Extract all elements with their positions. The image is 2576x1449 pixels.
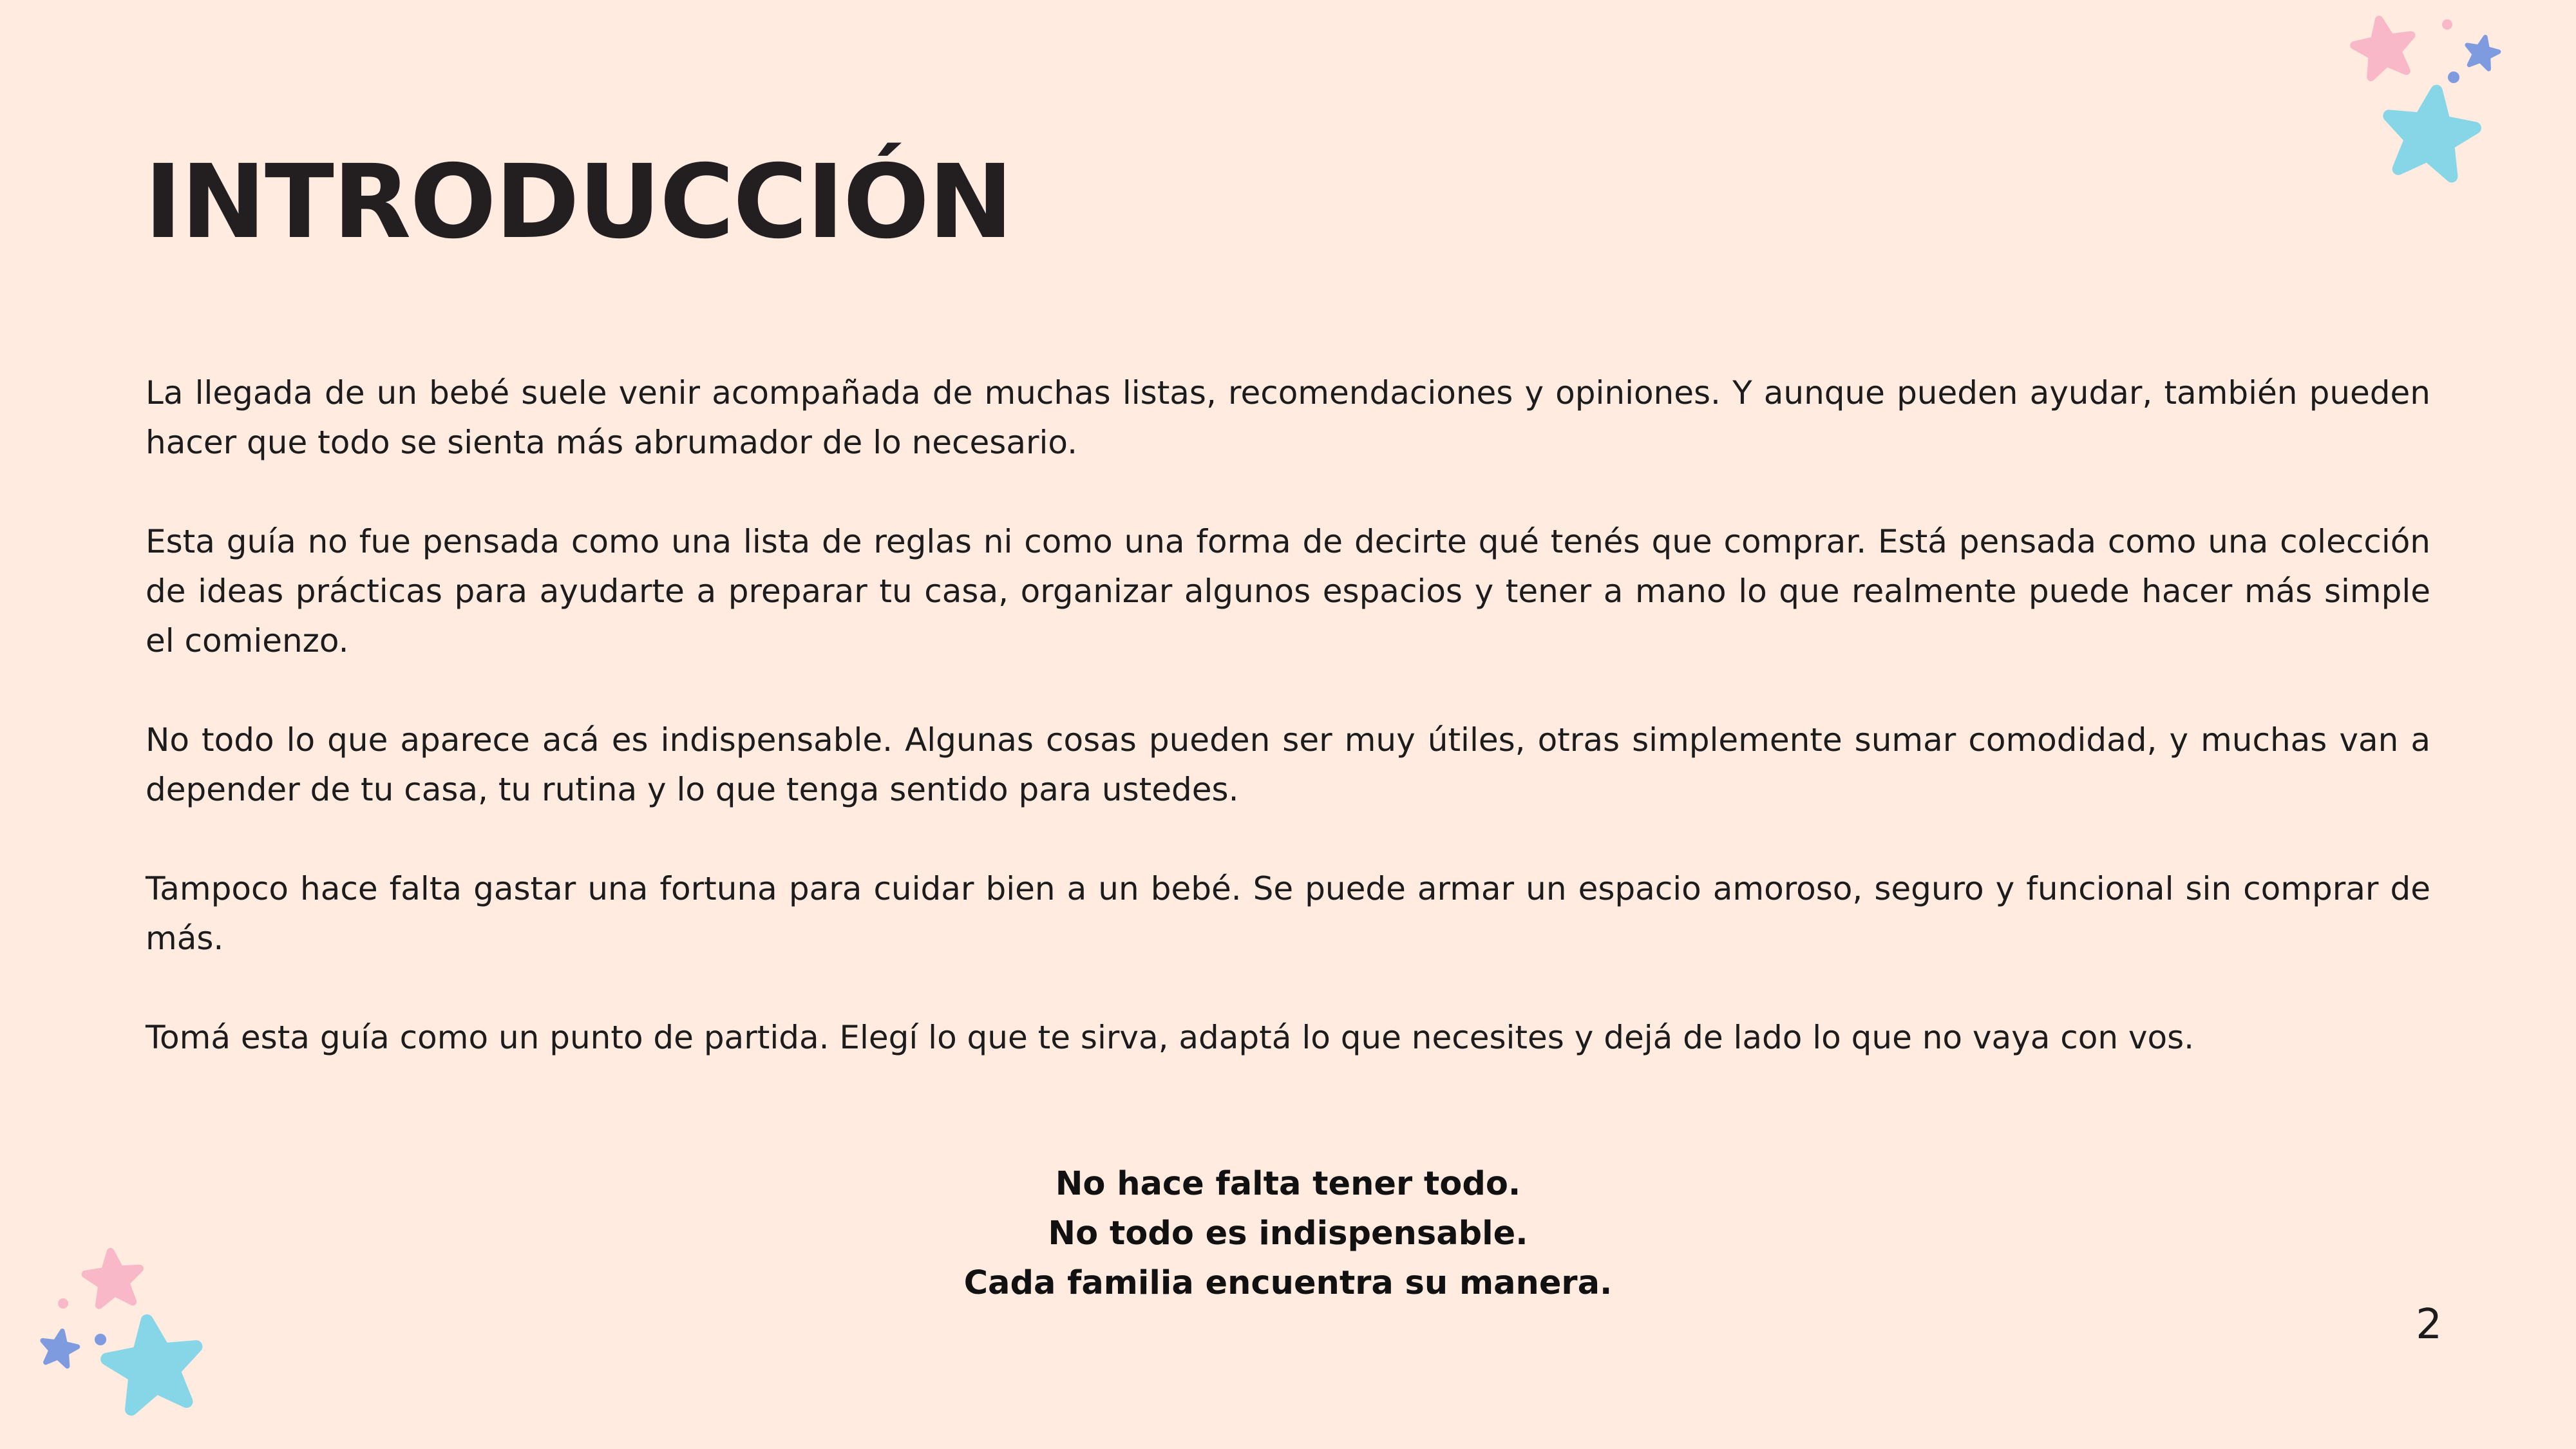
closing-line: No todo es indispensable. xyxy=(1048,1215,1528,1253)
blue-star-icon xyxy=(2463,33,2501,70)
closing-line: No hace falta tener todo. xyxy=(1055,1165,1521,1203)
paragraph: Tampoco hace falta gastar una fortuna para cuidar bien a un bebé. Se puede armar un espacio amoroso, seguro y funcional sin comprar de más. xyxy=(146,870,2430,957)
blue-dot-icon xyxy=(95,1334,106,1345)
intro-body xyxy=(146,368,2430,1112)
paragraph: Tomá esta guía como un punto de partida. Elegí lo que te sirva, adaptá lo que necesites y dejá de lado lo que no vaya con vos. xyxy=(146,1019,2195,1056)
closing-line: Cada familia encuentra su manera. xyxy=(963,1264,1613,1302)
cyan-star-icon xyxy=(102,1314,204,1412)
blue-dot-icon xyxy=(2448,71,2459,83)
paragraph: La llegada de un bebé suele venir acompañada de muchas listas, recomendaciones y opiniones. Y aunque pueden ayudar, también pueden hacer que todo se sienta más abrumador de lo necesario. xyxy=(146,374,2430,461)
blue-star-icon xyxy=(39,1328,80,1367)
page-number: 2 xyxy=(2416,1301,2442,1349)
pink-star-icon xyxy=(2351,15,2417,79)
cyan-star-icon xyxy=(2382,85,2480,179)
paragraph: No todo lo que aparece acá es indispensable. Algunas cosas pueden ser muy útiles, otras simplemente sumar comodidad, y muchas van a depender de tu casa, tu rutina y lo que tenga sentido para ustedes. xyxy=(146,721,2430,808)
paragraph: Esta guía no fue pensada como una lista de reglas ni como una forma de decirte qué tenés que comprar. Está pensada como una colección de ideas prácticas para ayudarte a preparar tu casa, organizar algunos espacios y tener a mano lo que realmente puede hacer más simple el comienzo. xyxy=(146,523,2430,659)
star-cluster-top-right-icon xyxy=(2344,13,2512,193)
closing-statement xyxy=(0,1159,2576,1308)
pink-dot-icon xyxy=(2442,19,2452,30)
page-title: INTRODUCCIÓN xyxy=(144,143,1012,261)
